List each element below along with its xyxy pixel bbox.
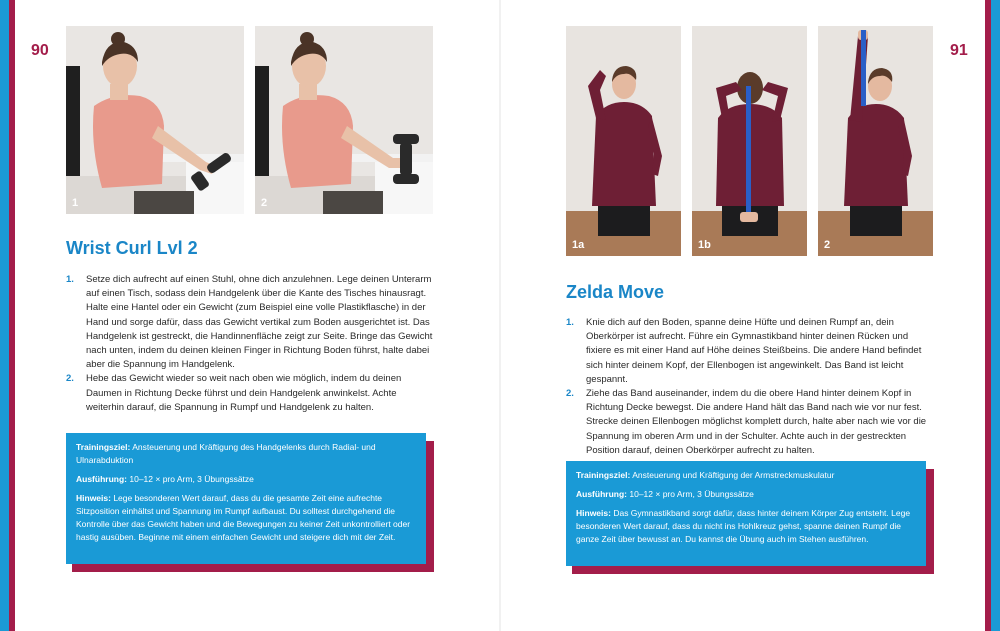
step-text: Hebe das Gewicht wieder so weit nach oben wie möglich, indem du deinen Daumen in Richtung Decke führst und dein Handgelenk anwinkelst. Achte weiterhin darauf, die Spannung in Rumpf und Handgelenk zu halten. [86, 373, 402, 413]
step-text: Knie dich auf den Boden, spanne deine Hüfte und deinen Rumpf an, dein Oberkörper ist aufrecht. Führe ein Gymnastikband hinter deinen Rücken und fixiere es mit einer Hand auf Höhe deines Steißbeins. Die andere Hand befindet sich hinter deinem Kopf, der Ellenbogen ist angewinkelt. Das Band ist leicht gespannt. [586, 317, 922, 385]
exercise-title-zelda-move: Zelda Move [566, 282, 665, 302]
info-box-zelda-move [566, 461, 926, 566]
photo-zelda-move-2 [818, 26, 933, 256]
step-text: Setze dich aufrecht auf einen Stuhl, ohne dich anzulehnen. Lege deinen Unterarm auf einen Tisch, sodass dein Handgelenk über die Kante des Tisches hinausragt. Halte eine Hantel oder ein Gewicht (zum Beispiel eine volle Plastikflasche) in der Hand und sorge dafür, dass das Gewicht vertikal zum Boden ausgerichtet ist. Das Handgelenk ist gestreckt, die Handinnenfläche zeigt zur Seite. Bringe das Gewicht nach unten, indem du deinen kleinen Finger in Richtung Boden führst, halte dabei aber die Spannung im Handgelenk. [86, 274, 433, 371]
step-text: Ziehe das Band auseinander, indem du die obere Hand hinter deinem Kopf in Richtung Decke bewegst. Die andere Hand hält das Band nach wie vor nur fest. Strecke deinen Ellenbogen möglichst komplett durch, halte aber nach wie vor die Spannung im oberen Arm und in der Schulter. Achte auch in der gestreckten Position darauf, deinen Oberkörper aufrecht zu halten. [586, 388, 927, 456]
step-number: 1. [566, 317, 574, 328]
step-item [566, 387, 934, 458]
photo-label: 1a [572, 239, 585, 251]
photo-zelda-move-1b [692, 26, 807, 256]
book-spine [499, 0, 501, 631]
info-box-wrist-curl [66, 433, 426, 564]
page-number-right: 91 [950, 42, 968, 59]
left-edge-blue-stripe [0, 0, 9, 631]
photo-wrist-curl-2 [255, 26, 433, 214]
steps-list-zelda-move [566, 316, 934, 458]
photo-label: 2 [824, 239, 831, 251]
step-item [66, 273, 434, 372]
left-edge-red-stripe [9, 0, 15, 631]
photo-label: 1 [72, 197, 79, 209]
hint: Hinweis: Lege besonderen Wert darauf, dass du die gesamte Zeit eine aufrechte Sitzposition einhältst und Spannung im Rumpf aufbaust. Du solltest durchgehend die Kontrolle über das Gewicht haben und die Bewegungen zu keiner Zeit unkontrolliert oder hastig ausüben. Beginne mit einem einfachen Gewicht und steigere dich mit der Zeit. [76, 493, 411, 542]
right-edge-blue-stripe [991, 0, 1000, 631]
execution: Ausführung: 10–12 × pro Arm, 3 Übungssätze [76, 474, 254, 484]
photo-label: 2 [261, 197, 268, 209]
exercise-title-wrist-curl: Wrist Curl Lvl 2 [66, 238, 198, 258]
photo-wrist-curl-1 [66, 26, 244, 214]
step-item [566, 316, 934, 387]
hint: Hinweis: Das Gymnastikband sorgt dafür, dass hinter deinem Körper Zug entsteht. Lege besonderen Wert darauf, dass du nicht ins Hohlkreuz gehst, spanne deinen Rumpf die ganze Zeit über bewusst an. Du kannst die Übung auch im Stehen ausführen. [576, 508, 911, 544]
steps-list-wrist-curl [66, 273, 434, 415]
woman-dumbbell-down-illustration [66, 26, 244, 214]
photo-zelda-move-1a [566, 26, 681, 256]
step-number: 2. [566, 388, 574, 400]
photo-label: 1b [698, 239, 711, 251]
man-band-back-illustration [692, 26, 807, 256]
step-item [66, 372, 434, 415]
page-number-left: 90 [31, 42, 49, 59]
man-band-front-illustration [566, 26, 681, 256]
woman-dumbbell-up-illustration [255, 26, 433, 214]
training-goal: Trainingsziel: Ansteuerung und Kräftigung der Armstreckmuskulatur [576, 470, 835, 480]
execution: Ausführung: 10–12 × pro Arm, 3 Übungssätze [576, 489, 754, 499]
step-number: 2. [66, 373, 74, 385]
training-goal: Trainingsziel: Ansteuerung und Kräftigung des Handgelenks durch Radial- und Ulnarabduktion [76, 442, 376, 465]
man-band-overhead-illustration [818, 26, 933, 256]
step-number: 1. [66, 274, 74, 285]
